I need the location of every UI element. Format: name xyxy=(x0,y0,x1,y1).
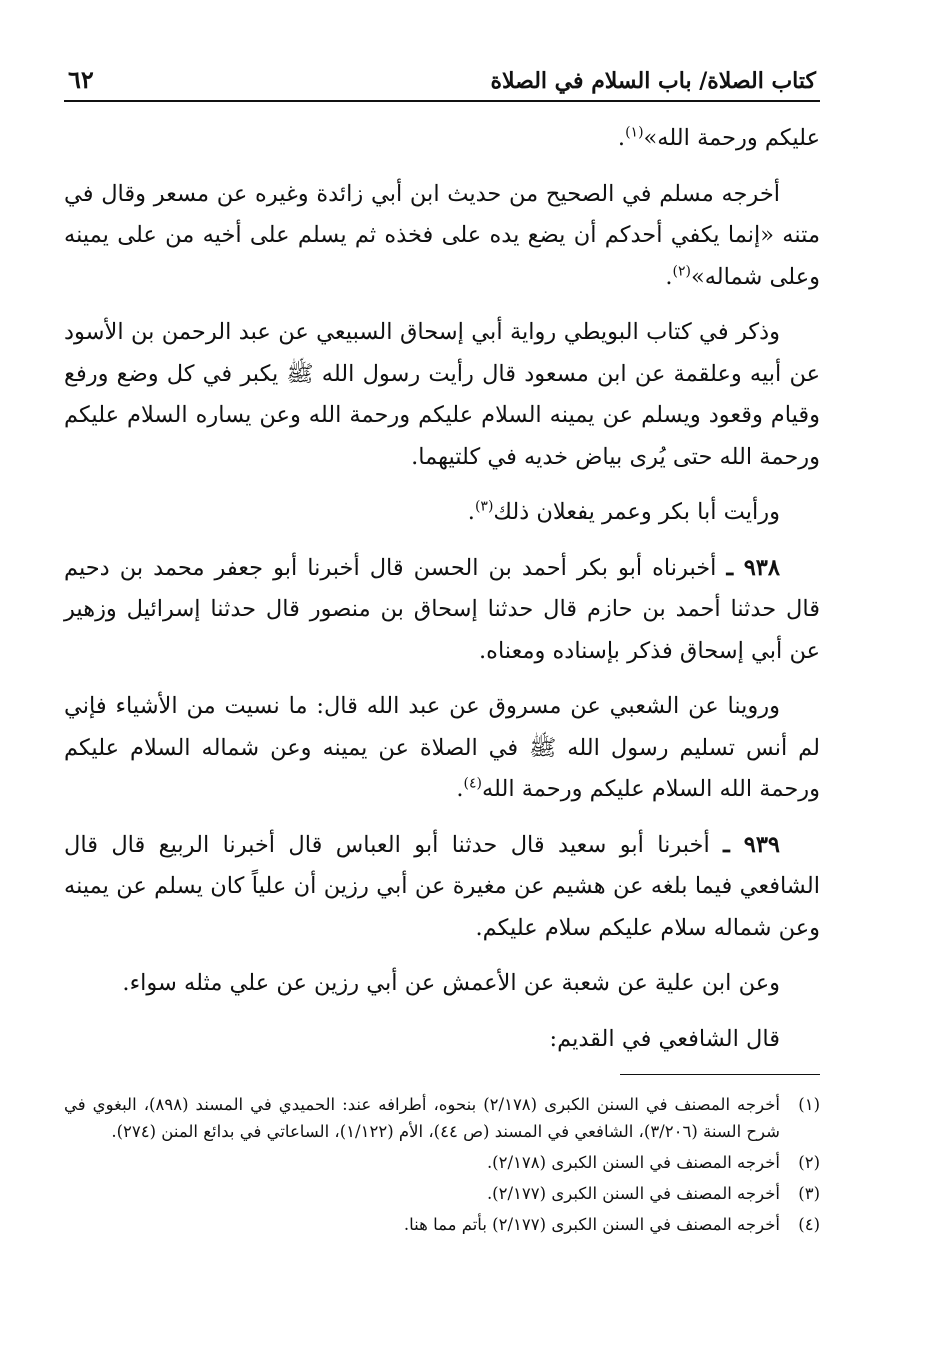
footnote-text: أخرجه المصنف في السنن الكبرى (٢/١٧٧). xyxy=(486,1184,780,1203)
paragraph-9: قال الشافعي في القديم: xyxy=(549,1025,780,1052)
paragraph-3: وذكر في كتاب البويطي رواية أبي إسحاق السبيعي عن عبد الرحمن بن الأسود عن أبيه وعلقمة عن ابن مسعود قال رأيت رسول الله ﷺ يكبر في كل وضع ورفع وقيام وقعود ويسلم عن يمينه السلام عليكم ورحمة الله وعن يساره السلام عليكم ورحمة الله حتى يُرى بياض خديه في كلتيهما. xyxy=(64,319,820,470)
footnotes xyxy=(64,1091,820,1238)
footnote-number: (٣) xyxy=(798,1184,820,1203)
footnote-text: أخرجه المصنف في السنن الكبرى (٢/١٧٨). xyxy=(486,1153,780,1172)
body-text xyxy=(64,118,820,1060)
footnote-1 xyxy=(64,1091,820,1145)
footnote-4 xyxy=(64,1211,820,1238)
footnote-ref-3: (٣) xyxy=(474,498,494,515)
hadith-939: ٩٣٩ ـ أخبرنا أبو سعيد قال حدثنا أبو العباس قال أخبرنا الربيع قال قال الشافعي فيما بلغه عن هشيم عن مغيرة عن أبي رزين أن علياً كان يسلم عن يمينه وعن شماله سلام عليكم سلام عليكم. xyxy=(64,831,820,941)
hadith-number: ٩٣٩ ـ xyxy=(723,831,780,858)
page-number: ٦٢ xyxy=(68,65,94,94)
footnote-ref-1: (١) xyxy=(625,124,644,141)
footnote-3 xyxy=(64,1180,820,1207)
footnote-number: (٢) xyxy=(798,1153,820,1172)
running-title: كتاب الصلاة/ باب السلام في الصلاة xyxy=(490,68,816,94)
footnote-2 xyxy=(64,1149,820,1176)
running-head xyxy=(64,58,820,102)
paragraph-8: وعن ابن علية عن شعبة عن الأعمش عن أبي رزين عن علي مثله سواء. xyxy=(122,970,780,996)
paragraph-1: عليكم ورحمة الله»$^{(١)}$. xyxy=(617,124,820,151)
footnote-number: (٤) xyxy=(798,1215,820,1234)
hadith-number: ٩٣٨ ـ xyxy=(726,554,780,581)
paragraph-2: أخرجه مسلم في الصحيح من حديث ابن أبي زائدة وغيره عن مسعر وقال في متنه «إنما يكفي أحدكم أن يضع يده على فخذه ثم يسلم على أخيه من على يمينه وعلى شماله»$^{(٢)}$. xyxy=(64,180,820,290)
footnote-text: أخرجه المصنف في السنن الكبرى (٢/١٧٧) بأتم مما هنا. xyxy=(403,1215,780,1234)
footnote-text: أخرجه المصنف في السنن الكبرى (٢/١٧٨) بنحوه، أطرافه عند: الحميدي في المسند (٨٩٨)، البغوي في شرح السنة (٣/٢٠٦)، الشافعي في المسند (ص ٤٤)، الأم (١/١٢٢)، الساعاتي في بدائع المنن (٢٧٤). xyxy=(64,1095,780,1141)
footnote-divider xyxy=(620,1074,820,1075)
footnote-number: (١) xyxy=(798,1095,820,1114)
paragraph-4: ورأيت أبا بكر وعمر يفعلان ذلك$^{(٣)}$. xyxy=(467,498,780,525)
paragraph-6: وروينا عن الشعبي عن مسروق عن عبد الله قال: ما نسيت من الأشياء فإني لم أنس تسليم رسول الله ﷺ في الصلاة عن يمينه وعن شماله السلام عليكم ورحمة الله السلام عليكم ورحمة الله$^{(٤)}$. xyxy=(64,693,820,802)
book-page xyxy=(64,58,820,1242)
footnote-ref-4: (٤) xyxy=(463,775,482,792)
footnote-ref-2: (٢) xyxy=(672,263,691,279)
hadith-938: ٩٣٨ ـ أخبرناه أبو بكر أحمد بن الحسن قال أخبرنا أبو جعفر محمد بن دحيم قال حدثنا أحمد بن حازم قال حدثنا إسحاق بن منصور قال حدثنا إسرائيل وزهير عن أبي إسحاق فذكر بإسناده ومعناه. xyxy=(64,554,820,664)
